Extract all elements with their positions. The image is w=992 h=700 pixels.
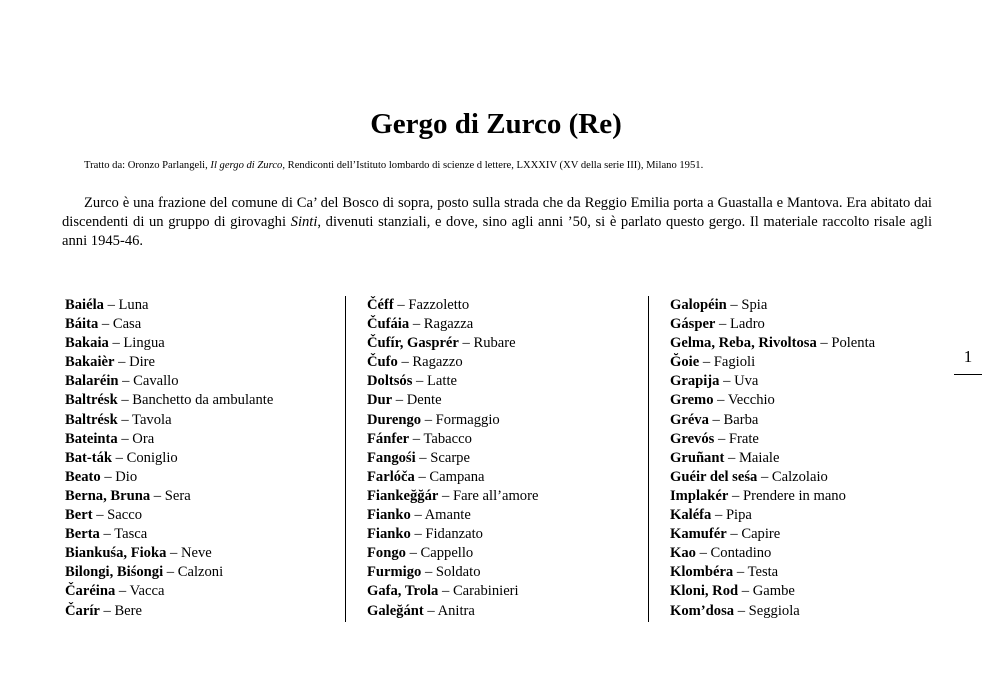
glossary-meaning: Soldato bbox=[435, 564, 481, 581]
glossary-column-1 bbox=[65, 296, 340, 621]
glossary-term: Baltrésk bbox=[65, 411, 118, 428]
glossary-separator: – bbox=[699, 354, 714, 371]
glossary-separator: – bbox=[112, 449, 127, 466]
glossary-term: Fianko bbox=[367, 507, 411, 524]
glossary-term: Galeğánt bbox=[367, 602, 424, 619]
glossary-separator: – bbox=[757, 468, 772, 485]
glossary-term: Fánfer bbox=[367, 430, 410, 447]
glossary-entry bbox=[65, 506, 340, 525]
glossary-meaning: Fidanzato bbox=[425, 526, 483, 543]
glossary-entry bbox=[670, 582, 955, 601]
glossary-separator: – bbox=[438, 487, 453, 504]
glossary-entry bbox=[670, 296, 955, 315]
glossary-term: Čufáia bbox=[367, 316, 410, 333]
glossary-term: Bilongi, Biśongi bbox=[65, 564, 164, 581]
glossary-entry bbox=[367, 334, 642, 353]
source-suffix: , Rendiconti dell’Istituto lombardo di scienze d lettere, LXXXIV (XV della serie III), Milano 1951. bbox=[282, 160, 704, 171]
glossary-column-3 bbox=[670, 296, 955, 621]
glossary-meaning: Sera bbox=[164, 487, 191, 504]
glossary-term: Gréva bbox=[670, 411, 709, 428]
glossary-separator: – bbox=[711, 507, 726, 524]
glossary-separator: – bbox=[410, 526, 426, 543]
glossary-meaning: Sacco bbox=[107, 507, 143, 524]
glossary-term: Čaréina bbox=[65, 583, 116, 600]
glossary-entry bbox=[65, 602, 340, 621]
glossary-entry bbox=[65, 563, 340, 582]
glossary-separator: – bbox=[410, 507, 425, 524]
glossary-meaning: Coniglio bbox=[126, 449, 178, 466]
glossary-separator: – bbox=[415, 449, 431, 466]
page-number: 1 bbox=[963, 347, 973, 366]
glossary-entry bbox=[65, 391, 340, 410]
glossary-entry bbox=[367, 411, 642, 430]
glossary-term: Durengo bbox=[367, 411, 422, 428]
glossary-meaning: Fagioli bbox=[713, 354, 756, 371]
glossary-entry bbox=[670, 602, 955, 621]
glossary-separator: – bbox=[695, 545, 711, 562]
glossary-term: Kom’dosa bbox=[670, 602, 735, 619]
glossary-term: Báita bbox=[65, 316, 99, 333]
glossary-entry bbox=[670, 525, 955, 544]
glossary-meaning: Maiale bbox=[738, 449, 780, 466]
glossary-separator: – bbox=[166, 545, 181, 562]
glossary-entry bbox=[367, 563, 642, 582]
glossary-separator: – bbox=[423, 602, 438, 619]
glossary-meaning: Latte bbox=[427, 373, 457, 390]
glossary-term: Doltsós bbox=[367, 373, 413, 390]
glossary-term: Farlóča bbox=[367, 468, 415, 485]
glossary-term: Čufír, Gasprér bbox=[367, 335, 459, 352]
glossary-term: Bateinta bbox=[65, 430, 118, 447]
glossary-separator: – bbox=[92, 507, 108, 524]
glossary-separator: – bbox=[715, 316, 730, 333]
glossary-meaning: Rubare bbox=[473, 335, 516, 352]
glossary-term: Gafa, Trola bbox=[367, 583, 439, 600]
glossary-meaning: Tasca bbox=[114, 526, 148, 543]
glossary-entry bbox=[65, 544, 340, 563]
intro-text-1: Zurco è una frazione del comune di Ca’ del Bosco di sopra, posto sulla strada che da Reggio Emilia porta a Guastalla e Mantova. Era abitato dai discendenti di un gruppo di girovaghi bbox=[62, 195, 932, 230]
glossary-separator: – bbox=[733, 564, 748, 581]
glossary-meaning: Lingua bbox=[123, 335, 165, 352]
glossary-separator: – bbox=[108, 335, 124, 352]
glossary-meaning: Polenta bbox=[831, 335, 876, 352]
glossary-entry bbox=[65, 449, 340, 468]
glossary-meaning: Calzolaio bbox=[771, 468, 828, 485]
glossary-entry bbox=[367, 582, 642, 601]
glossary-entry bbox=[65, 353, 340, 372]
glossary-term: Bat-ták bbox=[65, 449, 113, 466]
glossary-separator: – bbox=[393, 297, 409, 313]
glossary-meaning: Testa bbox=[747, 564, 779, 581]
glossary-term: Gásper bbox=[670, 316, 716, 333]
glossary-entry bbox=[670, 544, 955, 563]
glossary-meaning: Dente bbox=[406, 392, 442, 409]
glossary-term: Implakér bbox=[670, 487, 729, 504]
glossary-term: Gruñant bbox=[670, 449, 725, 466]
glossary-separator: – bbox=[117, 430, 133, 447]
glossary-entry bbox=[670, 411, 955, 430]
glossary-separator: – bbox=[98, 316, 113, 333]
glossary-meaning: Vacca bbox=[129, 583, 165, 600]
glossary-separator: – bbox=[117, 411, 133, 428]
glossary-meaning: Bere bbox=[114, 602, 143, 619]
glossary-meaning: Fazzoletto bbox=[408, 297, 470, 313]
glossary-term: Biankuśa, Fioka bbox=[65, 545, 167, 562]
glossary-meaning: Casa bbox=[112, 316, 142, 333]
glossary-term: Čufo bbox=[367, 354, 398, 371]
glossary-meaning: Scarpe bbox=[430, 449, 470, 466]
glossary-meaning: Fare all’amore bbox=[452, 487, 539, 504]
glossary-entry bbox=[367, 391, 642, 410]
glossary-entry bbox=[670, 315, 955, 334]
glossary-entry bbox=[367, 372, 642, 391]
glossary-term: Fiankeğğár bbox=[367, 487, 439, 504]
glossary-meaning: Neve bbox=[180, 545, 212, 562]
glossary-separator: – bbox=[713, 392, 728, 409]
glossary-meaning: Barba bbox=[723, 411, 759, 428]
glossary-term: Grevós bbox=[670, 430, 715, 447]
glossary-separator: – bbox=[734, 602, 749, 619]
glossary-meaning: Ragazza bbox=[423, 316, 474, 333]
glossary-meaning: Anitra bbox=[437, 602, 475, 619]
glossary-separator: – bbox=[114, 354, 130, 371]
glossary-meaning: Contadino bbox=[710, 545, 772, 562]
glossary-separator: – bbox=[115, 583, 130, 600]
glossary-term: Berta bbox=[65, 526, 100, 543]
page-number-rule bbox=[954, 374, 982, 375]
glossary-entry bbox=[65, 296, 340, 315]
glossary-term: Bert bbox=[65, 507, 93, 524]
glossary-entry bbox=[65, 411, 340, 430]
glossary-entry bbox=[367, 449, 642, 468]
glossary-separator: – bbox=[163, 564, 178, 581]
glossary-entry bbox=[670, 449, 955, 468]
glossary-separator: – bbox=[719, 373, 735, 390]
glossary-term: Bakaia bbox=[65, 335, 109, 352]
glossary-entry bbox=[65, 582, 340, 601]
glossary-entry bbox=[367, 525, 642, 544]
intro-paragraph bbox=[62, 194, 932, 251]
glossary-term: Galopéin bbox=[670, 297, 727, 313]
glossary-term: Grapija bbox=[670, 373, 720, 390]
glossary-entry bbox=[367, 430, 642, 449]
glossary-separator: – bbox=[117, 392, 133, 409]
glossary-meaning: Formaggio bbox=[435, 411, 500, 428]
glossary-entry bbox=[65, 468, 340, 487]
glossary-entry bbox=[670, 468, 955, 487]
glossary-separator: – bbox=[458, 335, 474, 352]
glossary-column-2 bbox=[367, 296, 642, 621]
glossary-meaning: Dio bbox=[115, 468, 138, 485]
source-work-title: Il gergo di Zurco bbox=[210, 160, 283, 171]
glossary-separator: – bbox=[738, 583, 753, 600]
glossary-term: Gelma, Reba, Rivoltosa bbox=[670, 335, 817, 352]
glossary-meaning: Tavola bbox=[132, 411, 172, 428]
glossary-separator: – bbox=[714, 430, 729, 447]
glossary-entry bbox=[65, 487, 340, 506]
glossary-entry bbox=[367, 506, 642, 525]
glossary-meaning: Uva bbox=[734, 373, 759, 390]
glossary-term: Fangośi bbox=[367, 449, 416, 466]
glossary-meaning: Carabinieri bbox=[452, 583, 519, 600]
glossary-entry bbox=[65, 315, 340, 334]
glossary-entry bbox=[65, 334, 340, 353]
glossary-term: Kloni, Rod bbox=[670, 583, 739, 600]
column-divider-1 bbox=[345, 296, 346, 622]
glossary-entry bbox=[367, 602, 642, 621]
glossary-meaning: Seggiola bbox=[748, 602, 800, 619]
glossary-meaning: Ragazzo bbox=[412, 354, 463, 371]
glossary-meaning: Ladro bbox=[730, 316, 765, 333]
glossary-term: Kaléfa bbox=[670, 507, 712, 524]
glossary-separator: – bbox=[397, 354, 413, 371]
glossary-meaning: Amante bbox=[424, 507, 471, 524]
glossary-term: Guéir del seśa bbox=[670, 468, 758, 485]
glossary-entry bbox=[367, 353, 642, 372]
glossary-term: Baltrésk bbox=[65, 392, 118, 409]
glossary-separator: – bbox=[816, 335, 832, 352]
glossary-separator: – bbox=[421, 564, 436, 581]
glossary-term: Furmigo bbox=[367, 564, 422, 581]
glossary-term: Ğoie bbox=[670, 354, 700, 371]
glossary-meaning: Calzoni bbox=[177, 564, 224, 581]
glossary-entry bbox=[65, 525, 340, 544]
glossary-meaning: Dire bbox=[129, 354, 155, 371]
glossary-entry bbox=[670, 430, 955, 449]
glossary-entry bbox=[670, 487, 955, 506]
glossary-meaning: Tabacco bbox=[423, 430, 472, 447]
glossary-meaning: Campana bbox=[429, 468, 485, 485]
glossary-meaning: Capire bbox=[741, 526, 781, 543]
glossary-term: Balaréin bbox=[65, 373, 119, 390]
glossary-meaning: Ora bbox=[132, 430, 155, 447]
glossary-separator: – bbox=[405, 545, 421, 562]
glossary-separator: – bbox=[150, 487, 165, 504]
glossary-separator: – bbox=[99, 526, 115, 543]
glossary-entry bbox=[670, 506, 955, 525]
intro-italic-term: Sinti bbox=[290, 214, 318, 230]
glossary-meaning: Prendere in mano bbox=[742, 487, 846, 504]
glossary-term: Fongo bbox=[367, 545, 406, 562]
glossary-separator: – bbox=[409, 430, 424, 447]
glossary-separator: – bbox=[726, 526, 742, 543]
glossary-term: Dur bbox=[367, 392, 393, 409]
glossary-entry bbox=[670, 372, 955, 391]
glossary-entry bbox=[65, 372, 340, 391]
glossary-separator: – bbox=[99, 602, 115, 619]
glossary-entry bbox=[65, 430, 340, 449]
glossary-separator: – bbox=[414, 468, 430, 485]
glossary-meaning: Cavallo bbox=[133, 373, 179, 390]
glossary-meaning: Frate bbox=[728, 430, 759, 447]
glossary-meaning: Gambe bbox=[752, 583, 795, 600]
source-citation bbox=[84, 159, 934, 173]
intro-text-2: , divenuti stanziali, e dove, sino agli anni ’50, si è parlato questo gergo. Il materiale raccolto risale agli anni 1945-46. bbox=[62, 214, 932, 249]
glossary-separator: – bbox=[100, 468, 116, 485]
glossary-term: Fianko bbox=[367, 526, 411, 543]
glossary-term: Čéff bbox=[367, 297, 394, 313]
column-divider-2 bbox=[648, 296, 649, 622]
glossary-meaning: Pipa bbox=[725, 507, 752, 524]
page-title: Gergo di Zurco (Re) bbox=[370, 108, 622, 140]
glossary-meaning: Spia bbox=[741, 297, 768, 313]
glossary-term: Berna, Bruna bbox=[65, 487, 151, 504]
glossary-separator: – bbox=[726, 297, 742, 313]
glossary-entry bbox=[670, 353, 955, 372]
glossary-entry bbox=[367, 487, 642, 506]
glossary-meaning: Luna bbox=[118, 297, 149, 313]
glossary-term: Baiéla bbox=[65, 297, 104, 313]
glossary-term: Kamufér bbox=[670, 526, 727, 543]
glossary-separator: – bbox=[392, 392, 407, 409]
glossary-term: Čarír bbox=[65, 602, 100, 619]
glossary-term: Gremo bbox=[670, 392, 714, 409]
glossary-separator: – bbox=[412, 373, 427, 390]
glossary-entry bbox=[670, 563, 955, 582]
glossary-separator: – bbox=[438, 583, 453, 600]
glossary-meaning: Cappello bbox=[420, 545, 474, 562]
glossary-term: Kao bbox=[670, 545, 696, 562]
glossary-separator: – bbox=[118, 373, 134, 390]
glossary-separator: – bbox=[409, 316, 424, 333]
glossary-entry bbox=[367, 544, 642, 563]
glossary-separator: – bbox=[728, 487, 743, 504]
glossary-entry bbox=[367, 296, 642, 315]
glossary-term: Beato bbox=[65, 468, 101, 485]
glossary-separator: – bbox=[724, 449, 739, 466]
glossary-term: Klombéra bbox=[670, 564, 734, 581]
glossary-entry bbox=[670, 334, 955, 353]
glossary-entry bbox=[670, 391, 955, 410]
glossary-entry bbox=[367, 315, 642, 334]
glossary-separator: – bbox=[708, 411, 724, 428]
glossary-separator: – bbox=[103, 297, 119, 313]
glossary-meaning: Banchetto da ambulante bbox=[132, 392, 274, 409]
source-prefix: Tratto da: Oronzo Parlangeli, bbox=[84, 160, 211, 171]
glossary-meaning: Vecchio bbox=[727, 392, 775, 409]
glossary-entry bbox=[367, 468, 642, 487]
glossary-separator: – bbox=[421, 411, 436, 428]
glossary-term: Bakaièr bbox=[65, 354, 115, 371]
